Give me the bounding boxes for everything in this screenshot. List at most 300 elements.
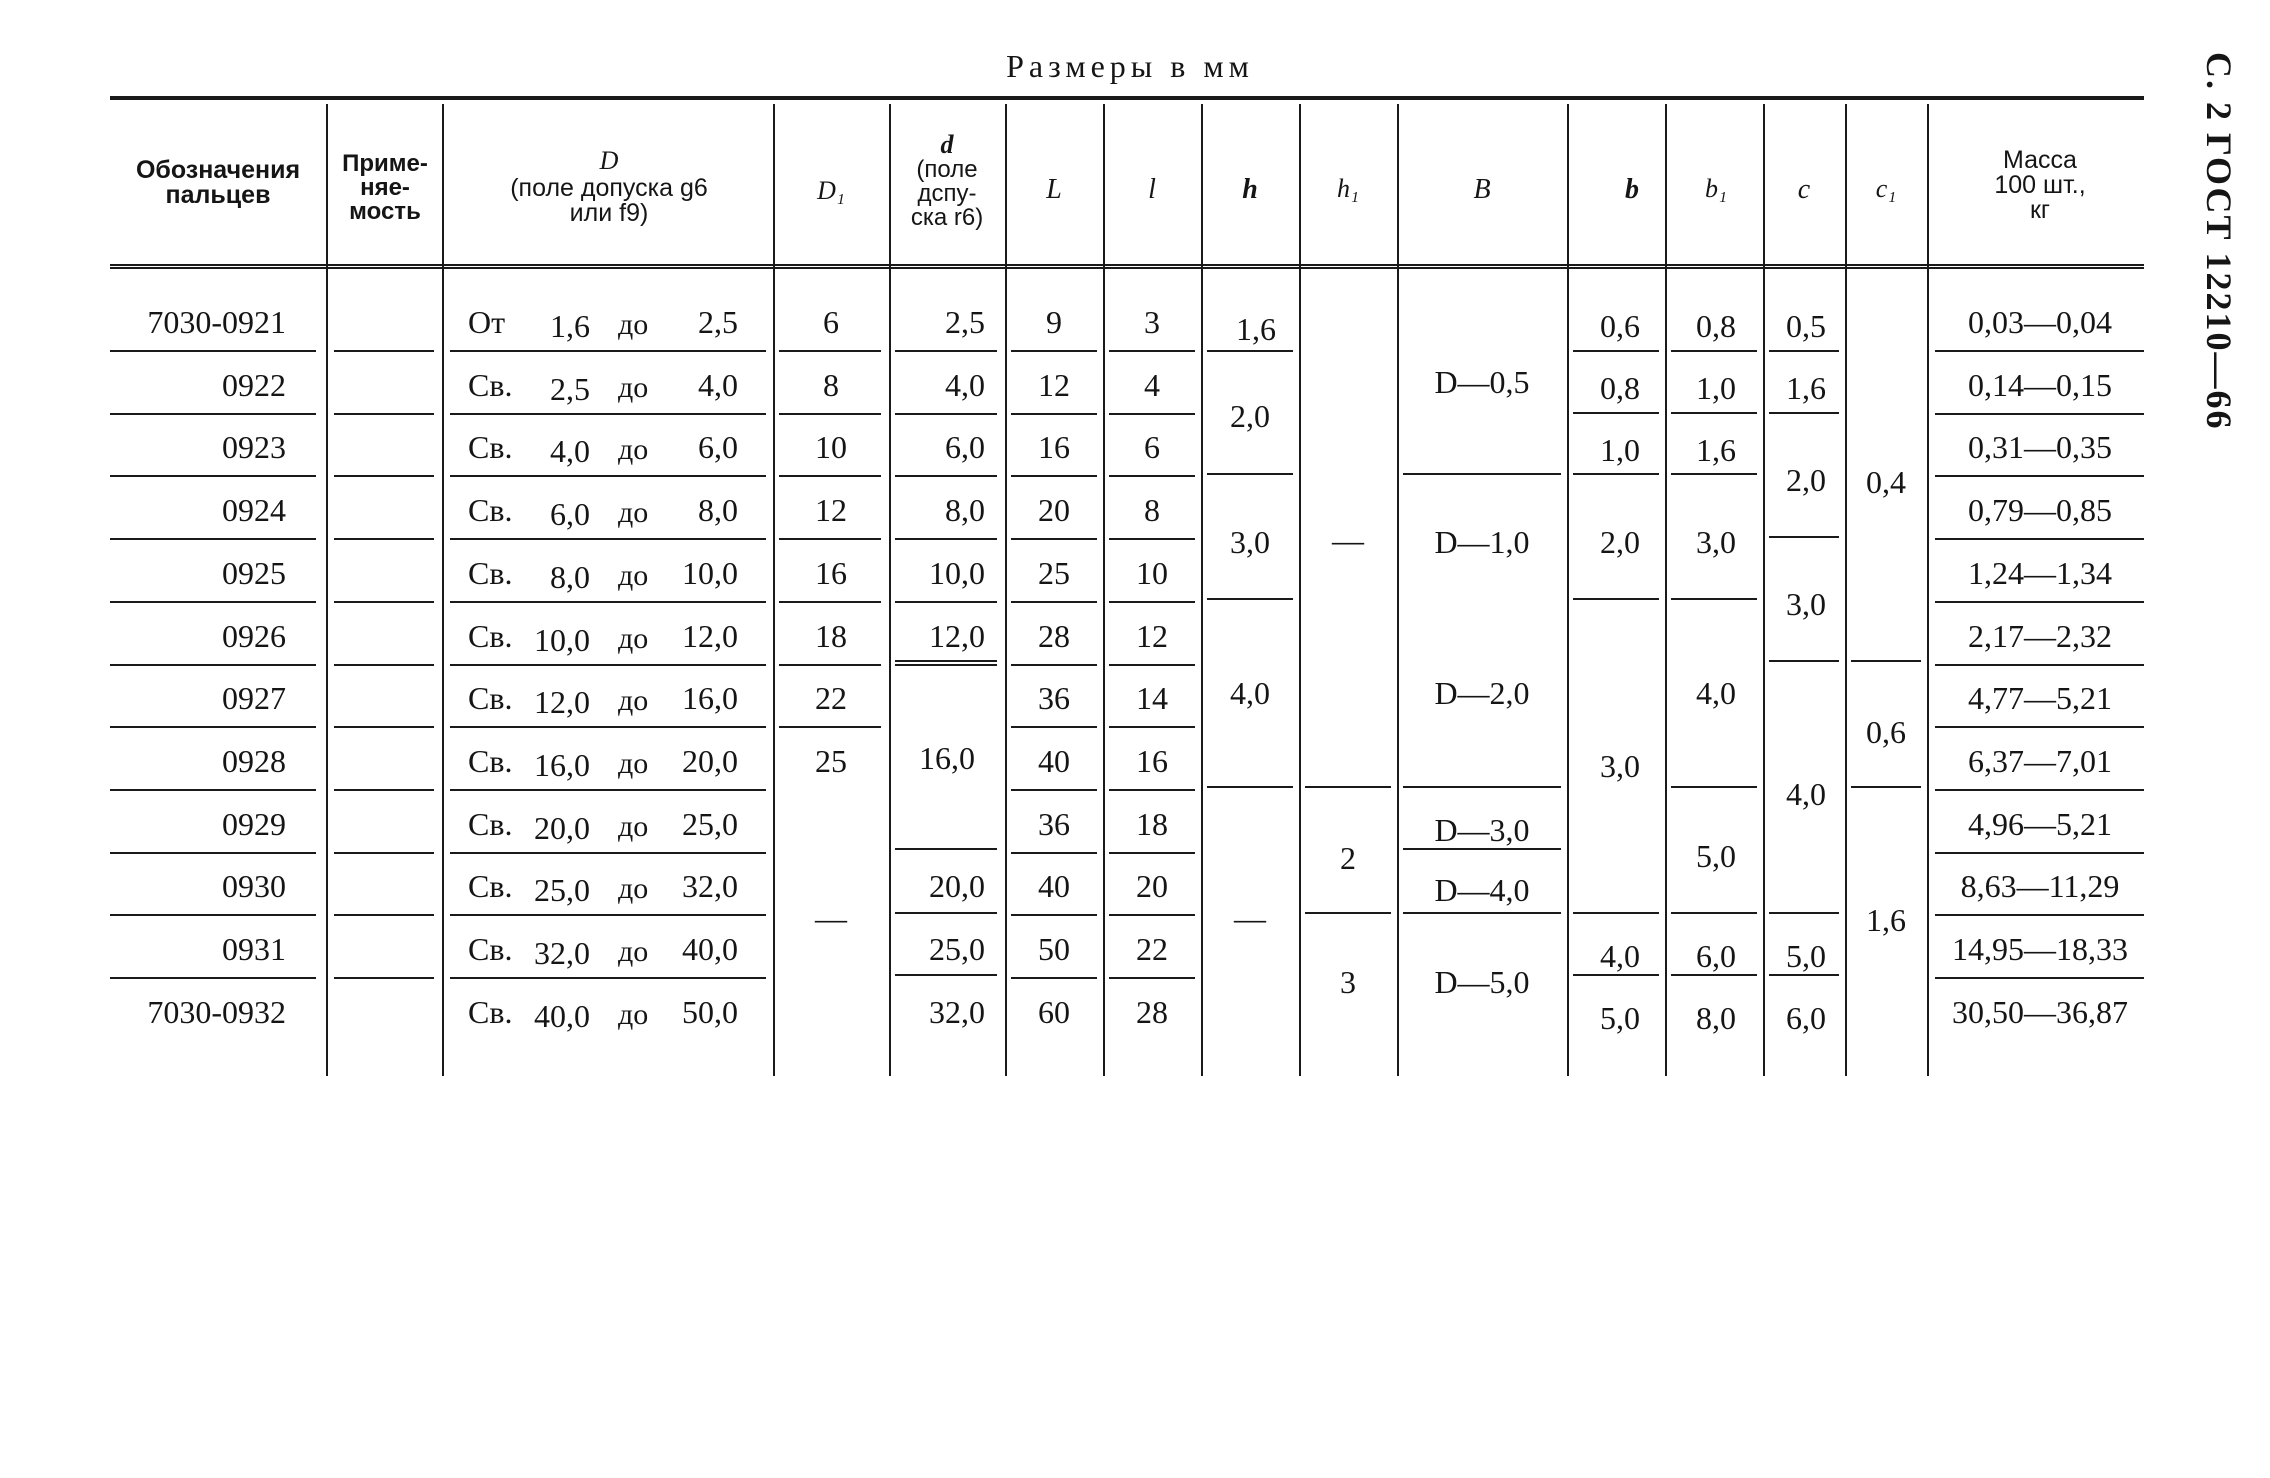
D1-cell: 22 bbox=[815, 680, 847, 716]
b-cell: 0,8 bbox=[1600, 370, 1640, 406]
c-cell: 4,0 bbox=[1786, 776, 1826, 812]
D1-cell: 25 bbox=[815, 743, 847, 779]
cell-rule bbox=[1573, 350, 1659, 352]
D1-dash-cell: — bbox=[815, 900, 847, 936]
D-range-conj: до bbox=[618, 496, 649, 529]
cell-rule bbox=[1769, 660, 1839, 662]
b-cell: 3,0 bbox=[1600, 748, 1640, 784]
cell-rule bbox=[1851, 786, 1921, 788]
cell-rule bbox=[1573, 473, 1659, 475]
cell-rule bbox=[1671, 786, 1757, 788]
col-rule bbox=[1005, 104, 1007, 1076]
D-range-conj: до bbox=[618, 559, 649, 592]
cell-rule bbox=[1109, 350, 1195, 352]
cell-rule bbox=[1769, 350, 1839, 352]
header-mass bbox=[1994, 148, 2085, 223]
D-range-from: 8,0 bbox=[550, 559, 590, 595]
designation-cell: 0931 bbox=[222, 931, 286, 967]
l-cell: 3 bbox=[1144, 304, 1160, 340]
D-range-to: 8,0 bbox=[698, 492, 738, 528]
D-range-to: 4,0 bbox=[698, 367, 738, 403]
D-range-to: 32,0 bbox=[682, 868, 738, 904]
D-range-conj: до bbox=[618, 622, 649, 655]
header-B: B bbox=[1473, 174, 1491, 205]
D-range-from: 25,0 bbox=[534, 872, 590, 908]
D-range-prefix: Св. bbox=[468, 429, 513, 465]
l-cell: 14 bbox=[1136, 680, 1168, 716]
l-cell: 10 bbox=[1136, 555, 1168, 591]
L-cell: 40 bbox=[1038, 743, 1070, 779]
cell-rule bbox=[779, 350, 881, 352]
table-top-rule bbox=[110, 96, 2144, 100]
cell-rule bbox=[1011, 664, 1097, 666]
cell-rule bbox=[1935, 413, 2144, 415]
cell-rule bbox=[1769, 974, 1839, 976]
cell-rule bbox=[1011, 350, 1097, 352]
cell-rule bbox=[1769, 536, 1839, 538]
cell-rule bbox=[895, 475, 997, 477]
header-h1: h₁ bbox=[1336, 174, 1360, 203]
B-cell: D—1,0 bbox=[1434, 524, 1530, 560]
d-cell: 10,0 bbox=[929, 555, 985, 591]
cell-rule bbox=[110, 601, 316, 603]
cell-rule bbox=[450, 852, 766, 854]
cell-rule bbox=[895, 350, 997, 352]
cell-rule bbox=[1207, 350, 1293, 352]
cell-rule bbox=[334, 852, 434, 854]
designation-cell: 0925 bbox=[222, 555, 286, 591]
cell-rule bbox=[450, 789, 766, 791]
mass-cell: 6,37—7,01 bbox=[1968, 743, 2112, 779]
cell-rule bbox=[1109, 664, 1195, 666]
header-L: L bbox=[1046, 174, 1062, 205]
cell-rule bbox=[1109, 475, 1195, 477]
b1-cell: 1,6 bbox=[1696, 432, 1736, 468]
D-range-conj: до bbox=[618, 747, 649, 780]
cell-rule bbox=[334, 726, 434, 728]
cell-rule bbox=[1573, 912, 1659, 914]
cell-rule bbox=[450, 664, 766, 666]
col-rule bbox=[1665, 104, 1667, 1076]
cell-rule bbox=[110, 538, 316, 540]
header-D-note bbox=[510, 176, 708, 226]
header-b1: b₁ bbox=[1704, 174, 1728, 203]
header-D-note-line: или f9) bbox=[569, 199, 649, 227]
cell-rule bbox=[334, 475, 434, 477]
col-rule bbox=[442, 104, 444, 1076]
cell-rule bbox=[1671, 912, 1757, 914]
b1-cell: 5,0 bbox=[1696, 838, 1736, 874]
L-cell: 36 bbox=[1038, 680, 1070, 716]
L-cell: 60 bbox=[1038, 994, 1070, 1030]
header-d-note-line: (поле bbox=[916, 156, 978, 183]
D-range-from: 1,6 bbox=[550, 308, 590, 344]
header-mass-line: кг bbox=[2029, 196, 2051, 224]
cell-rule bbox=[1935, 601, 2144, 603]
cell-rule bbox=[1935, 977, 2144, 979]
D-range-to: 16,0 bbox=[682, 680, 738, 716]
cell-rule bbox=[1109, 413, 1195, 415]
cell-rule bbox=[1403, 912, 1561, 914]
cell-rule bbox=[1935, 789, 2144, 791]
D1-cell: 18 bbox=[815, 618, 847, 654]
c1-cell: 0,6 bbox=[1866, 714, 1906, 750]
cell-rule bbox=[110, 852, 316, 854]
cell-rule bbox=[450, 350, 766, 352]
D-range-to: 6,0 bbox=[698, 429, 738, 465]
D-range-conj: до bbox=[618, 872, 649, 905]
D-range-to: 10,0 bbox=[682, 555, 738, 591]
l-cell: 18 bbox=[1136, 806, 1168, 842]
cell-rule bbox=[450, 977, 766, 979]
header-l: l bbox=[1148, 174, 1156, 205]
cell-rule bbox=[1207, 473, 1293, 475]
D-range-prefix: От bbox=[468, 304, 506, 340]
d-cell: 8,0 bbox=[945, 492, 985, 528]
d-cell: 20,0 bbox=[929, 868, 985, 904]
cell-rule bbox=[1403, 786, 1561, 788]
D-range-from: 32,0 bbox=[534, 935, 590, 971]
D-range-conj: до bbox=[618, 810, 649, 843]
cell-rule bbox=[1671, 974, 1757, 976]
col-rule bbox=[1763, 104, 1765, 1076]
B-cell: D—4,0 bbox=[1434, 872, 1530, 908]
cell-rule bbox=[1935, 726, 2144, 728]
D-range-to: 25,0 bbox=[682, 806, 738, 842]
cell-rule bbox=[1207, 786, 1293, 788]
D-range-prefix: Св. bbox=[468, 555, 513, 591]
cell-rule bbox=[450, 538, 766, 540]
cell-rule bbox=[334, 789, 434, 791]
D-range-from: 16,0 bbox=[534, 747, 590, 783]
D-range-to: 12,0 bbox=[682, 618, 738, 654]
L-cell: 28 bbox=[1038, 618, 1070, 654]
b-cell: 5,0 bbox=[1600, 1000, 1640, 1036]
col-rule bbox=[1103, 104, 1105, 1076]
cell-rule bbox=[1573, 412, 1659, 414]
designation-cell: 0923 bbox=[222, 429, 286, 465]
cell-rule bbox=[1769, 412, 1839, 414]
mass-cell: 0,03—0,04 bbox=[1968, 304, 2112, 340]
cell-rule bbox=[1851, 660, 1921, 662]
h1-cell: 2 bbox=[1340, 840, 1356, 876]
cell-rule bbox=[895, 660, 997, 662]
cell-rule bbox=[895, 974, 997, 976]
cell-rule bbox=[1769, 912, 1839, 914]
cell-rule bbox=[110, 475, 316, 477]
cell-rule bbox=[1011, 789, 1097, 791]
cell-rule bbox=[1109, 538, 1195, 540]
c1-cell: 0,4 bbox=[1866, 464, 1906, 500]
h-cell: 2,0 bbox=[1230, 398, 1270, 434]
l-cell: 28 bbox=[1136, 994, 1168, 1030]
L-cell: 12 bbox=[1038, 367, 1070, 403]
D-range-from: 40,0 bbox=[534, 998, 590, 1034]
mass-cell: 30,50—36,87 bbox=[1952, 994, 2128, 1030]
h-cell: 1,6 bbox=[1236, 311, 1276, 347]
cell-rule bbox=[1109, 914, 1195, 916]
cell-rule bbox=[450, 413, 766, 415]
cell-rule bbox=[1011, 977, 1097, 979]
D-range-prefix: Св. bbox=[468, 994, 513, 1030]
D-range-from: 4,0 bbox=[550, 433, 590, 469]
cell-rule bbox=[1671, 412, 1757, 414]
col-rule bbox=[1299, 104, 1301, 1076]
col-rule bbox=[1845, 104, 1847, 1076]
cell-rule bbox=[1671, 598, 1757, 600]
cell-rule bbox=[450, 475, 766, 477]
cell-rule bbox=[334, 413, 434, 415]
cell-rule bbox=[1935, 475, 2144, 477]
b1-cell: 3,0 bbox=[1696, 524, 1736, 560]
cell-rule bbox=[1403, 848, 1561, 850]
cell-rule bbox=[895, 413, 997, 415]
header-d-note-line: дспу- bbox=[917, 180, 977, 207]
cell-rule bbox=[334, 664, 434, 666]
cell-rule bbox=[895, 848, 997, 850]
mass-cell: 8,63—11,29 bbox=[1960, 868, 2120, 904]
d-cell: 6,0 bbox=[945, 429, 985, 465]
cell-rule bbox=[1109, 601, 1195, 603]
b1-cell: 8,0 bbox=[1696, 1000, 1736, 1036]
designation-cell: 0928 bbox=[222, 743, 286, 779]
D-range-conj: до bbox=[618, 684, 649, 717]
cell-rule bbox=[1305, 786, 1391, 788]
mass-cell: 0,79—0,85 bbox=[1968, 492, 2112, 528]
cell-rule bbox=[1109, 977, 1195, 979]
cell-rule bbox=[895, 664, 997, 666]
col-rule bbox=[1397, 104, 1399, 1076]
c-cell: 5,0 bbox=[1786, 938, 1826, 974]
D-range-prefix: Св. bbox=[468, 806, 513, 842]
cell-rule bbox=[110, 914, 316, 916]
B-cell: D—0,5 bbox=[1434, 364, 1530, 400]
header-designation-line: пальцев bbox=[165, 181, 271, 209]
D-range-prefix: Св. bbox=[468, 680, 513, 716]
cell-rule bbox=[110, 664, 316, 666]
cell-rule bbox=[334, 914, 434, 916]
D-range-conj: до bbox=[618, 371, 649, 404]
designation-cell: 0922 bbox=[222, 367, 286, 403]
cell-rule bbox=[110, 726, 316, 728]
h1-cell: — bbox=[1332, 522, 1364, 558]
B-cell: D—2,0 bbox=[1434, 675, 1530, 711]
cell-rule bbox=[450, 726, 766, 728]
designation-cell: 0930 bbox=[222, 868, 286, 904]
header-D: D bbox=[599, 146, 619, 175]
l-cell: 8 bbox=[1144, 492, 1160, 528]
cell-rule bbox=[779, 726, 881, 728]
h1-cell: 3 bbox=[1340, 964, 1356, 1000]
cell-rule bbox=[1935, 914, 2144, 916]
c-cell: 6,0 bbox=[1786, 1000, 1826, 1036]
D1-cell: 12 bbox=[815, 492, 847, 528]
cell-rule bbox=[1011, 601, 1097, 603]
col-rule bbox=[773, 104, 775, 1076]
L-cell: 20 bbox=[1038, 492, 1070, 528]
header-applicability-line: няе- bbox=[360, 174, 410, 201]
D-range-from: 6,0 bbox=[550, 496, 590, 532]
header-applicability-line: Приме- bbox=[342, 150, 428, 177]
c-cell: 2,0 bbox=[1786, 462, 1826, 498]
cell-rule bbox=[1207, 598, 1293, 600]
L-cell: 16 bbox=[1038, 429, 1070, 465]
mass-cell: 14,95—18,33 bbox=[1952, 931, 2128, 967]
D-range-from: 12,0 bbox=[534, 684, 590, 720]
header-mass-line: Масса bbox=[2003, 146, 2077, 174]
b-cell: 4,0 bbox=[1600, 938, 1640, 974]
cell-rule bbox=[1109, 789, 1195, 791]
d-cell: 2,5 bbox=[945, 304, 985, 340]
cell-rule bbox=[1671, 350, 1757, 352]
cell-rule bbox=[1011, 914, 1097, 916]
cell-rule bbox=[450, 914, 766, 916]
d-cell: 25,0 bbox=[929, 931, 985, 967]
mass-cell: 0,14—0,15 bbox=[1968, 367, 2112, 403]
cell-rule bbox=[1573, 974, 1659, 976]
cell-rule bbox=[334, 977, 434, 979]
l-cell: 16 bbox=[1136, 743, 1168, 779]
cell-rule bbox=[450, 601, 766, 603]
D-range-from: 10,0 bbox=[534, 622, 590, 658]
side-label: С. 2 ГОСТ 12210—66 bbox=[2199, 52, 2239, 431]
D-range-to: 20,0 bbox=[682, 743, 738, 779]
mass-cell: 2,17—2,32 bbox=[1968, 618, 2112, 654]
header-bottom-rule bbox=[110, 264, 2144, 269]
cell-rule bbox=[1109, 852, 1195, 854]
b1-cell: 1,0 bbox=[1696, 370, 1736, 406]
D-range-prefix: Св. bbox=[468, 868, 513, 904]
l-cell: 6 bbox=[1144, 429, 1160, 465]
L-cell: 36 bbox=[1038, 806, 1070, 842]
header-D1: D₁ bbox=[817, 176, 845, 205]
page-title: Размеры в мм bbox=[1006, 48, 1254, 84]
c-cell: 3,0 bbox=[1786, 586, 1826, 622]
B-cell: D—3,0 bbox=[1434, 812, 1530, 848]
mass-cell: 1,24—1,34 bbox=[1968, 555, 2112, 591]
cell-rule bbox=[1935, 538, 2144, 540]
cell-rule bbox=[1573, 598, 1659, 600]
header-mass-line: 100 шт., bbox=[1994, 171, 2086, 199]
cell-rule bbox=[779, 601, 881, 603]
b-cell: 0,6 bbox=[1600, 308, 1640, 344]
header-d-note bbox=[911, 158, 983, 230]
l-cell: 22 bbox=[1136, 931, 1168, 967]
D-range-to: 40,0 bbox=[682, 931, 738, 967]
b-cell: 1,0 bbox=[1600, 432, 1640, 468]
cell-rule bbox=[334, 601, 434, 603]
header-c1: c₁ bbox=[1875, 174, 1897, 203]
B-cell: D—5,0 bbox=[1434, 964, 1530, 1000]
h-cell: — bbox=[1234, 900, 1266, 936]
cell-rule bbox=[1109, 726, 1195, 728]
col-rule bbox=[1567, 104, 1569, 1076]
cell-rule bbox=[334, 538, 434, 540]
cell-rule bbox=[779, 475, 881, 477]
designation-cell: 0926 bbox=[222, 618, 286, 654]
c-cell: 1,6 bbox=[1786, 370, 1826, 406]
D1-cell: 8 bbox=[823, 367, 839, 403]
cell-rule bbox=[895, 601, 997, 603]
designation-cell: 0929 bbox=[222, 806, 286, 842]
h-cell: 4,0 bbox=[1230, 675, 1270, 711]
b-cell: 2,0 bbox=[1600, 524, 1640, 560]
D-range-from: 20,0 bbox=[534, 810, 590, 846]
h-cell: 3,0 bbox=[1230, 524, 1270, 560]
cell-rule bbox=[1403, 473, 1561, 475]
c-cell: 0,5 bbox=[1786, 308, 1826, 344]
d-cell: 32,0 bbox=[929, 994, 985, 1030]
l-cell: 4 bbox=[1144, 367, 1160, 403]
cell-rule bbox=[1011, 538, 1097, 540]
header-designation-line: Обозначения bbox=[135, 156, 301, 184]
mass-cell: 4,77—5,21 bbox=[1968, 680, 2112, 716]
L-cell: 40 bbox=[1038, 868, 1070, 904]
b1-cell: 0,8 bbox=[1696, 308, 1736, 344]
cell-rule bbox=[1935, 350, 2144, 352]
l-cell: 20 bbox=[1136, 868, 1168, 904]
header-applicability-line: мость bbox=[349, 198, 421, 225]
col-rule bbox=[1927, 104, 1929, 1076]
designation-cell: 0924 bbox=[222, 492, 286, 528]
l-cell: 12 bbox=[1136, 618, 1168, 654]
D-range-prefix: Св. bbox=[468, 367, 513, 403]
cell-rule bbox=[1671, 473, 1757, 475]
cell-rule bbox=[1011, 726, 1097, 728]
header-b: b bbox=[1625, 174, 1639, 205]
header-D-note-line: (поле допуска g6 bbox=[510, 174, 708, 202]
designation-cell: 0927 bbox=[222, 680, 286, 716]
D-range-conj: до bbox=[618, 308, 649, 341]
header-c: c bbox=[1797, 174, 1811, 205]
D-range-conj: до bbox=[618, 935, 649, 968]
L-cell: 50 bbox=[1038, 931, 1070, 967]
L-cell: 25 bbox=[1038, 555, 1070, 591]
D-range-prefix: Св. bbox=[468, 931, 513, 967]
D1-cell: 16 bbox=[815, 555, 847, 591]
D-range-prefix: Св. bbox=[468, 492, 513, 528]
cell-rule bbox=[1011, 413, 1097, 415]
D-range-to: 50,0 bbox=[682, 994, 738, 1030]
mass-cell: 4,96—5,21 bbox=[1968, 806, 2112, 842]
b1-cell: 6,0 bbox=[1696, 938, 1736, 974]
cell-rule bbox=[110, 413, 316, 415]
cell-rule bbox=[779, 664, 881, 666]
header-designation bbox=[136, 158, 300, 208]
D1-cell: 6 bbox=[823, 304, 839, 340]
col-rule bbox=[1201, 104, 1203, 1076]
designation-cell: 7030-0932 bbox=[147, 994, 286, 1030]
col-rule bbox=[326, 104, 328, 1076]
d-cell: 12,0 bbox=[929, 618, 985, 654]
cell-rule bbox=[1305, 912, 1391, 914]
cell-rule bbox=[779, 413, 881, 415]
designation-cell: 7030-0921 bbox=[147, 304, 286, 340]
D-range-conj: до bbox=[618, 998, 649, 1031]
c1-cell: 1,6 bbox=[1866, 902, 1906, 938]
col-rule bbox=[889, 104, 891, 1076]
cell-rule bbox=[895, 538, 997, 540]
D-range-to: 2,5 bbox=[698, 304, 738, 340]
header-d: d bbox=[940, 130, 954, 159]
L-cell: 9 bbox=[1046, 304, 1062, 340]
D1-cell: 10 bbox=[815, 429, 847, 465]
D-range-prefix: Св. bbox=[468, 618, 513, 654]
cell-rule bbox=[1935, 852, 2144, 854]
cell-rule bbox=[779, 538, 881, 540]
header-applicability bbox=[342, 152, 428, 224]
D-range-prefix: Св. bbox=[468, 743, 513, 779]
